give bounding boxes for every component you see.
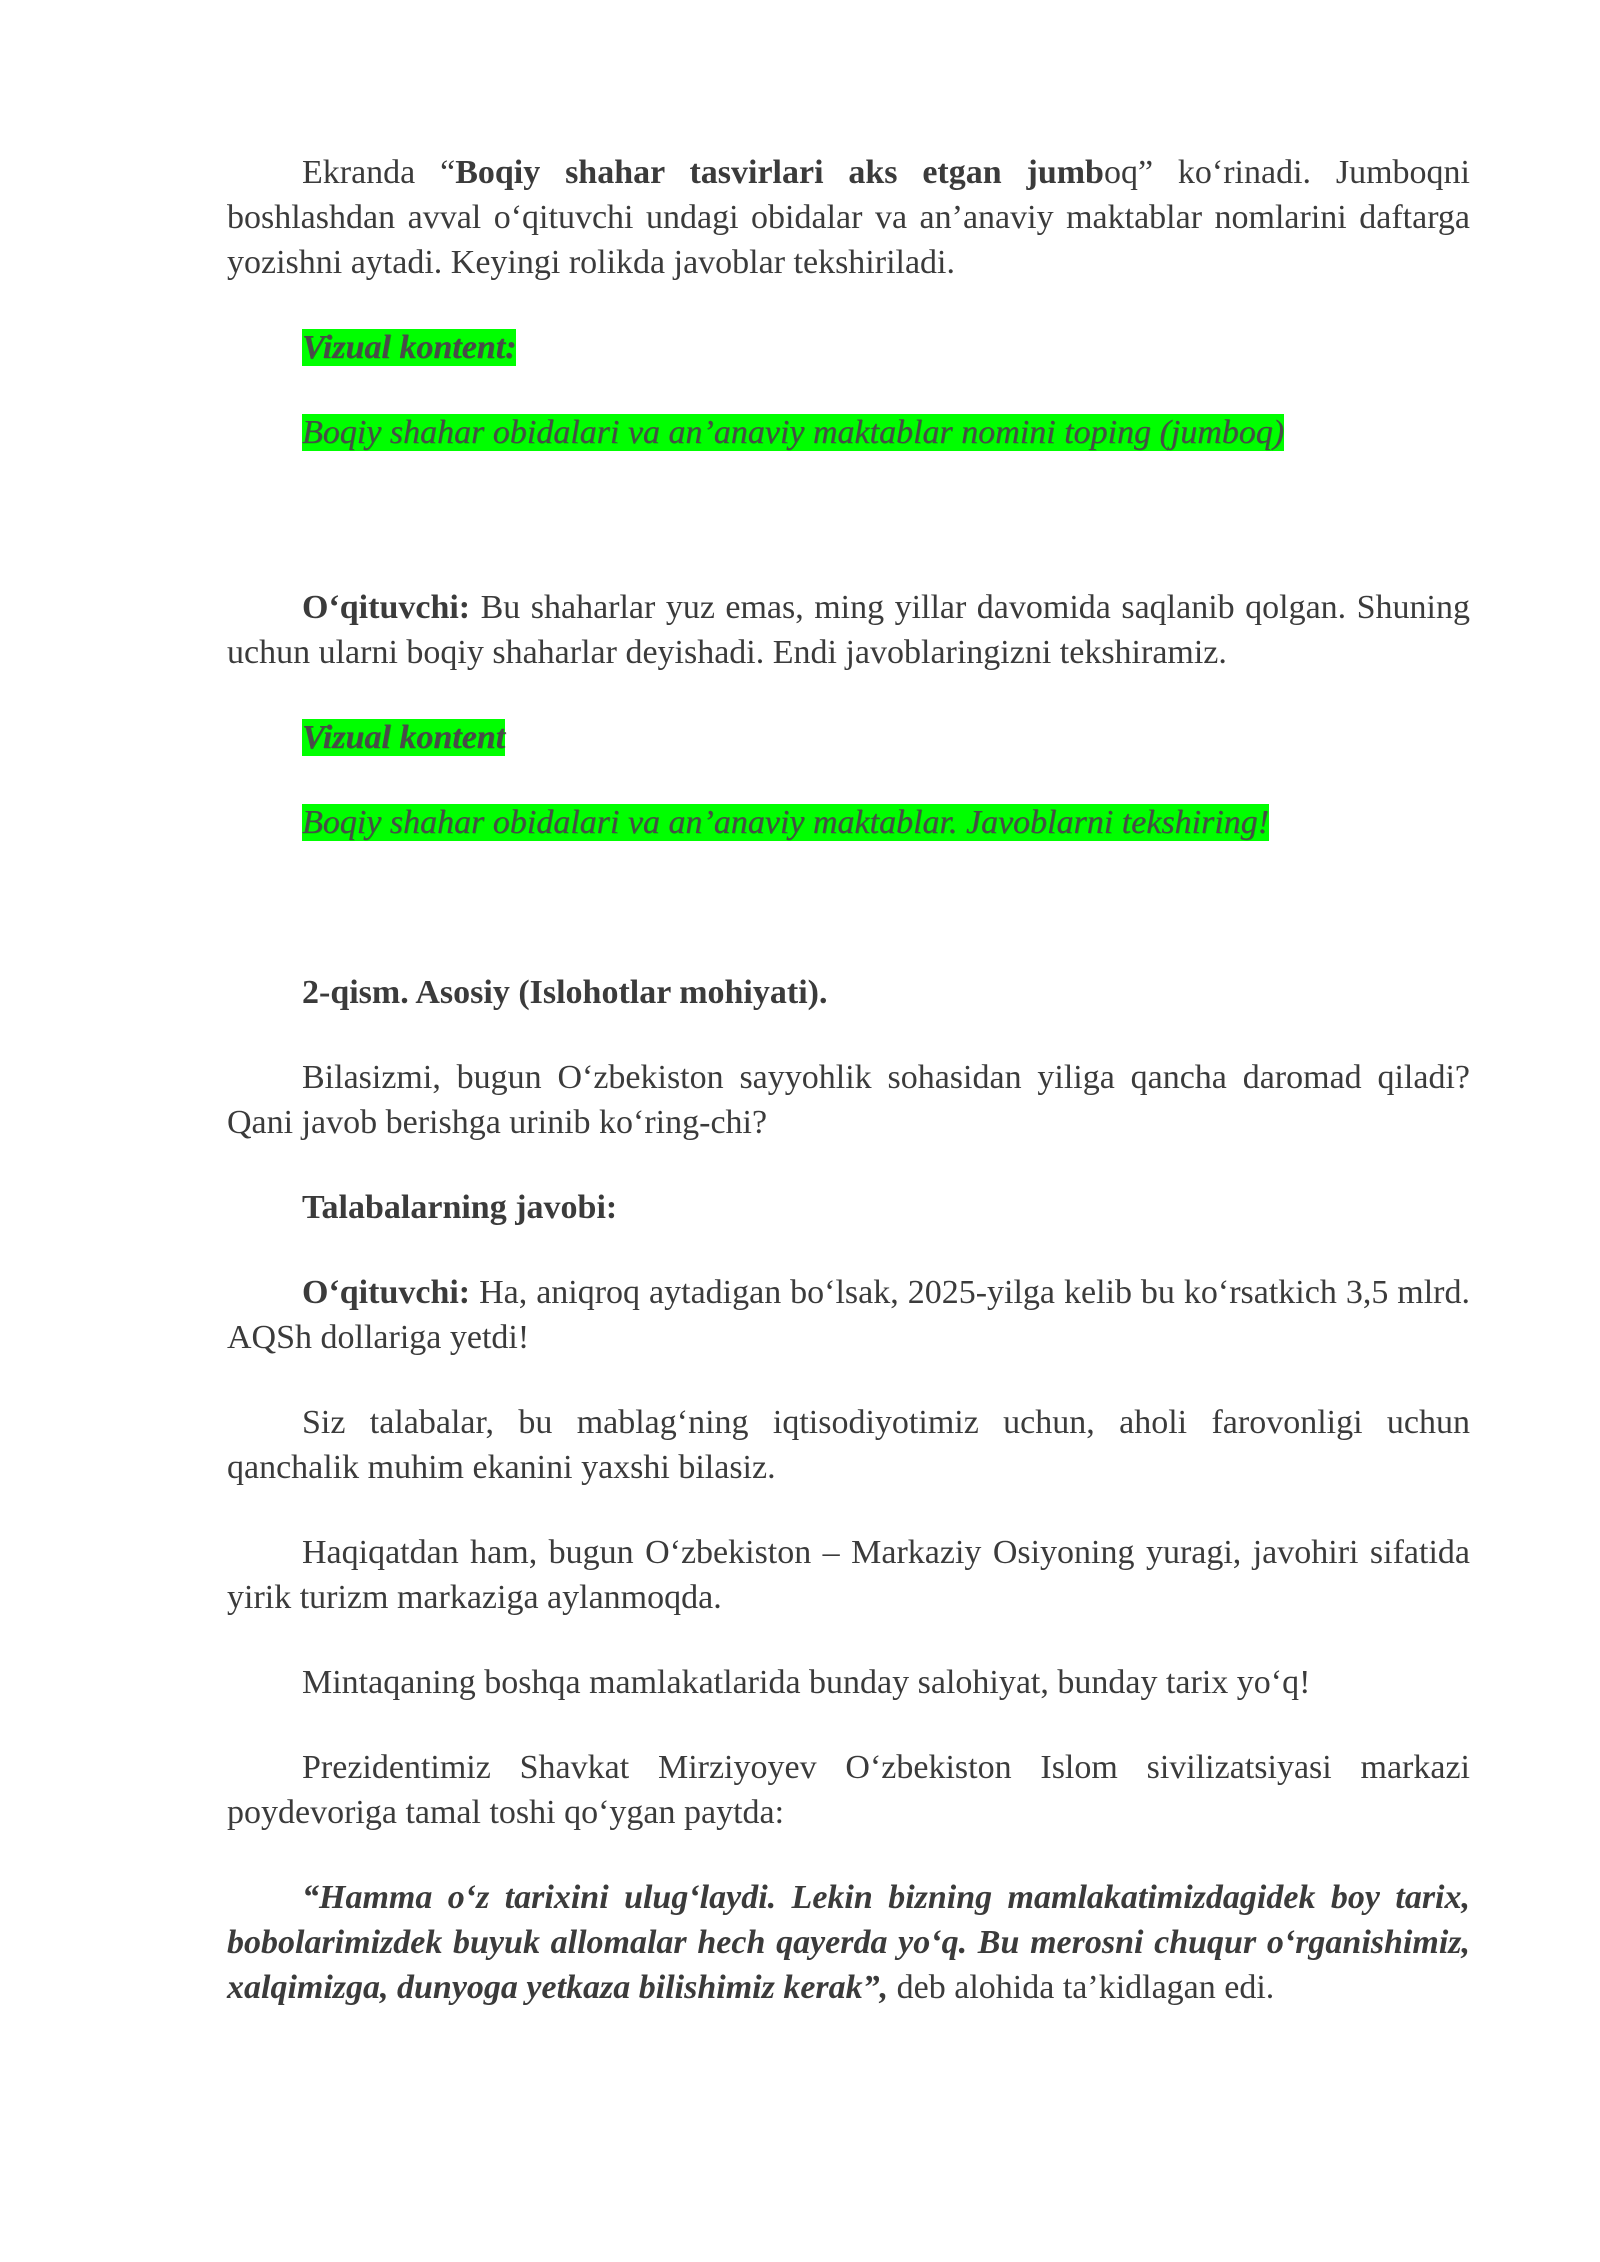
quote-paragraph: “Hamma o‘z tarixini ulug‘laydi. Lekin bizning mamlakatimizdagidek boy tarix, bobolarimizdek buyuk allomalar hech qayerda yo‘q. Bu merosni chuqur o‘rganishimiz, xalqimizga, dunyoga yetkaza bilishimiz kerak”, deb alohida ta’kidlagan edi.: [227, 1879, 1470, 2006]
intro-paragraph: [227, 150, 1470, 285]
president-quote: “Hamma o‘z tarixini ulug‘laydi. Lekin bizning mamlakatimizdagidek boy tarix, bobolarimizdek buyuk allomalar hech qayerda yo‘q. Bu merosni chuqur o‘rganishimiz, xalqimizga, dunyoga yetkaza bilishimiz kerak”,: [227, 1879, 1470, 2006]
teacher-paragraph-1: O‘qituvchi: Bu shaharlar yuz emas, ming yillar davomida saqlanib qolgan. Shuning uchun ularni boqiy shaharlar deyishadi. Endi javoblaringizni tekshiramiz.: [227, 589, 1470, 671]
region-paragraph: Mintaqaning boshqa mamlakatlarida bunday salohiyat, bunday tarix yo‘q!: [302, 1664, 1311, 1701]
section-heading: 2-qism. Asosiy (Islohotlar mohiyati).: [302, 974, 828, 1011]
puzzle-title: Boqiy shahar tasvirlari aks etgan jumb: [455, 154, 1104, 191]
visual-content-label-1: Vizual kontent:: [302, 329, 517, 366]
teacher-paragraph-2: O‘qituvchi: Ha, aniqroq aytadigan bo‘lsak, 2025-yilga kelib bu ko‘rsatkich 3,5 mlrd. AQSh dollariga yetdi!: [227, 1274, 1470, 1356]
visual-content-text-2: Boqiy shahar obidalari va an’anaviy maktablar. Javoblarni tekshiring!: [302, 804, 1269, 841]
visual-content-text-1: Boqiy shahar obidalari va an’anaviy maktablar nomini toping (jumboq): [302, 414, 1285, 451]
tourism-paragraph: Haqiqatdan ham, bugun O‘zbekiston – Markaziy Osiyoning yuragi, javohiri sifatida yirik turizm markaziga aylanmoqda.: [227, 1534, 1470, 1616]
president-paragraph: Prezidentimiz Shavkat Mirziyoyev O‘zbekiston Islom sivilizatsiyasi markazi poydevoriga tamal toshi qo‘ygan paytda:: [227, 1749, 1470, 1831]
students-answer-label: Talabalarning javobi:: [302, 1189, 618, 1226]
visual-content-label-2: Vizual kontent: [302, 719, 506, 756]
intro-post: oq” ko‘rinadi. Jumboqni boshlashdan avval o‘qituvchi undagi obidalar va an’anaviy maktablar nomlarini daftarga yozishni aytadi. Keyingi rolikda javoblar tekshiriladi.: [227, 154, 1470, 281]
speaker-label: O‘qituvchi:: [302, 589, 471, 626]
question-paragraph: Bilasizmi, bugun O‘zbekiston sayyohlik sohasidan yiliga qancha daromad qiladi? Qani javob berishga urinib ko‘ring-chi?: [227, 1059, 1470, 1141]
speaker-label: O‘qituvchi:: [302, 1274, 471, 1311]
document-page: [227, 150, 1470, 2010]
students-paragraph: Siz talabalar, bu mablag‘ning iqtisodiyotimiz uchun, aholi farovonligi uchun qanchalik muhim ekanini yaxshi bilasiz.: [227, 1404, 1470, 1486]
intro-pre: Ekranda “: [302, 154, 456, 191]
